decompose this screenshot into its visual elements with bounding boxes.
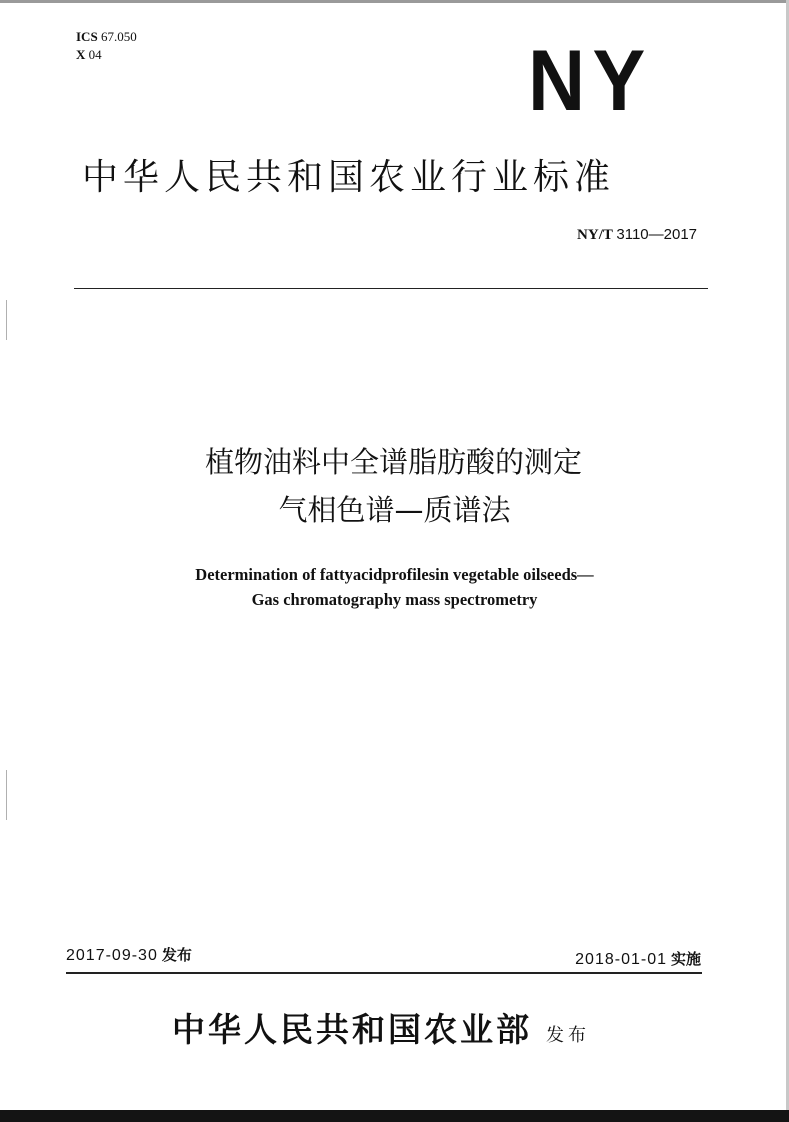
header-divider [74,288,708,289]
english-title-line-1: Determination of fattyacidprofilesin vegetable oilseeds— [195,565,594,584]
scan-top-edge [0,0,789,3]
scan-left-mark [6,300,7,340]
chinese-title-line-1: 植物油料中全谱脂肪酸的测定 [204,445,582,479]
standard-number-prefix: NY/T [577,227,613,243]
standard-number [577,226,697,244]
issue-date [66,944,192,965]
implementation-date [575,948,701,969]
issuer-verb: 发布 [546,1025,590,1046]
class-code: X 04 [76,47,102,62]
chinese-title [0,438,789,534]
footer-divider [66,972,702,974]
issuer [172,1004,590,1051]
english-title-line-2: Gas chromatography mass spectrometry [251,590,538,609]
scan-left-mark [6,770,7,820]
issue-date-value: 2017-09-30 [66,947,158,964]
classification-codes [76,28,137,64]
ny-logo: NY [528,33,653,129]
implementation-date-label: 实施 [670,950,701,968]
chinese-title-line-2: 气相色谱—质谱法 [278,493,511,527]
standard-type-title: 中华人民共和国农业行业标准 [82,157,616,198]
issue-date-label: 发布 [161,946,192,964]
english-title [0,562,789,612]
scan-bottom-edge [0,1110,789,1122]
ics-code: ICS 67.050 [76,29,137,44]
issuer-name: 中华人民共和国农业部 [172,1010,532,1049]
standard-number-value: 3110—2017 [616,226,697,243]
implementation-date-value: 2018-01-01 [575,951,667,968]
